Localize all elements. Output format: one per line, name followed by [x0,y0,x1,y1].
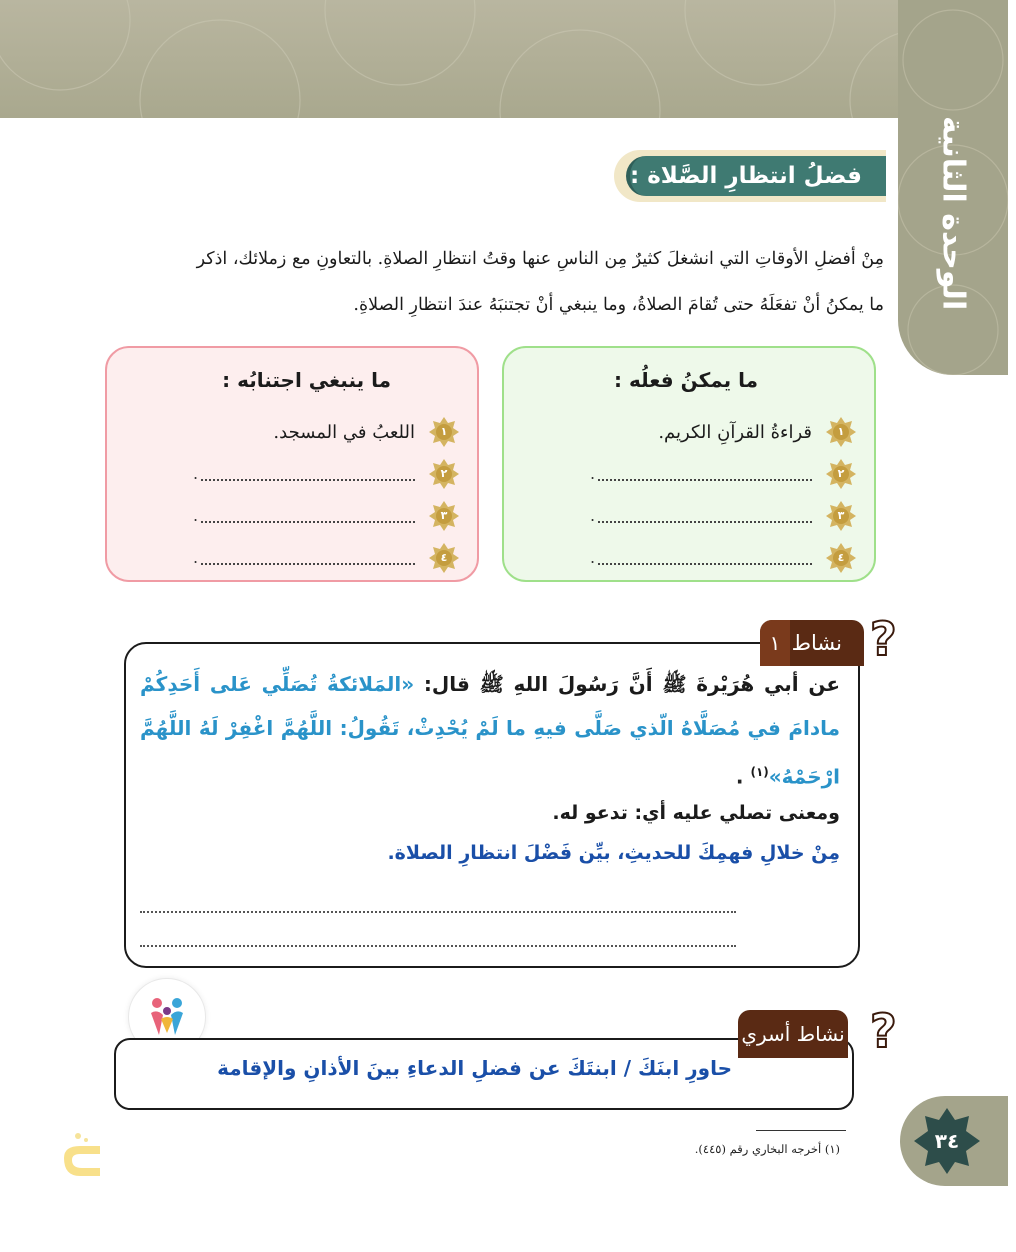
answer-blank[interactable] [598,478,812,481]
unit-title-text: الوحدة الثانية [935,115,971,311]
can-do-item-1 [506,414,856,450]
can-do-title: ما يمكنُ فعلُه : [613,368,758,392]
star-badge-icon: ٢ [429,459,459,489]
family-activity-tag: نشاط أسري [738,1010,848,1058]
footnote-mark: (١) [750,765,769,779]
page-number-tab [900,1096,1008,1186]
intro-line-2: ما يمكنُ أنْ تفعَلَهُ حتى تُقامَ الصلاةُ، وما ينبغي أنْ تجتنبَهُ عندَ انتظارِ الصلاةِ. [353,295,884,315]
unit-title [898,115,1008,311]
star-badge-icon: ١ [429,417,459,447]
footnote-divider [756,1130,846,1131]
answer-blank[interactable] [201,520,415,523]
answer-line-1[interactable] [140,910,736,913]
avoid-box [105,346,479,582]
avoid-item-3[interactable] [109,498,459,534]
footnote: (١) أخرجه البخاري رقم (٤٤٥). [694,1142,840,1156]
star-badge-icon: ٤ [429,543,459,573]
answer-blank[interactable] [201,478,415,481]
avoid-item-text: اللعبُ في المسجد. [273,421,415,443]
activity-question: مِنْ خلالِ فهمِكَ للحديثِ، بيِّن فَضْلَ انتظارِ الصلاة. [387,842,840,864]
publisher-logo [60,1128,106,1188]
hadith-quote: «المَلائكةُ تُصَلِّي عَلى أَحَدِكُمْ مادامَ في مُصَلَّاهُ الّذي صَلَّى فيهِ ما لَمْ يُحْدِثْ، تَقُولُ: اللَّهُمَّ اغْفِرْ لَهُ اللَّهُمَّ ارْحَمْهُ» [140,672,840,789]
header-band [0,0,1008,118]
avoid-title: ما ينبغي اجتنابُه : [222,368,391,392]
avoid-item-4[interactable] [109,540,459,576]
hadith-meaning: ومعنى تصلي عليه أي: تدعو له. [552,802,840,824]
can-do-item-4[interactable] [506,540,856,576]
answer-blank[interactable] [598,562,812,565]
logo-mark-icon [60,1128,106,1184]
section-title: فضلُ انتظارِ الصَّلاة : [630,163,862,189]
avoid-item-2[interactable] [109,456,459,492]
avoid-item-1 [109,414,459,450]
activity-box [124,642,860,968]
intro-paragraph [88,236,884,328]
section-banner [614,150,886,202]
family-activity-text: حاورِ ابنَكَ / ابنتَكَ عن فضلِ الدعاءِ بينَ الأذانِ والإقامة [217,1056,732,1080]
activity-number: ١ [760,620,790,666]
question-mark-icon: ? [870,612,897,666]
answer-blank[interactable] [598,520,812,523]
question-mark-icon: ? [870,1004,897,1058]
can-do-item-2[interactable] [506,456,856,492]
hadith-text: عن أبي هُرَيْرةَ ﷺ أَنَّ رَسُولَ اللهِ ﷺ قال: «المَلائكةُ تُصَلِّي عَلى أَحَدِكُمْ مادامَ في مُصَلَّاهُ الّذي صَلَّى فيهِ ما لَمْ يُحْدِثْ، تَقُولُ: اللَّهُمَّ اغْفِرْ لَهُ اللَّهُمَّ ارْحَمْهُ»$^{(١)}$ . [140,672,840,789]
answer-blank[interactable] [201,562,415,565]
star-badge-icon: ٣ [826,501,856,531]
can-do-item-3[interactable] [506,498,856,534]
activity-tag [760,620,864,666]
intro-line-1: مِنْ أفضلِ الأوقاتِ التي انشغلَ كثيرٌ مِن الناسِ عنها وقتُ انتظارِ الصلاةِ. بالتعاونِ مع زملائك، اذكر [196,249,884,269]
pattern-decoration [0,0,1008,118]
section-banner-inner [626,156,886,196]
can-do-item-text: قراءةُ القرآنِ الكريم. [658,421,812,443]
star-badge-icon: ٢ [826,459,856,489]
can-do-box [502,346,876,582]
page-number: ٣٤ [934,1129,960,1153]
answer-line-2[interactable] [140,944,736,947]
activity-label: نشاط [791,631,842,655]
hadith-narration: عن أبي هُرَيْرةَ ﷺ أَنَّ رَسُولَ اللهِ ﷺ قال: [423,672,840,696]
star-badge-icon: ٤ [826,543,856,573]
star-badge-icon: ٣ [429,501,459,531]
star-badge-icon: ١ [826,417,856,447]
